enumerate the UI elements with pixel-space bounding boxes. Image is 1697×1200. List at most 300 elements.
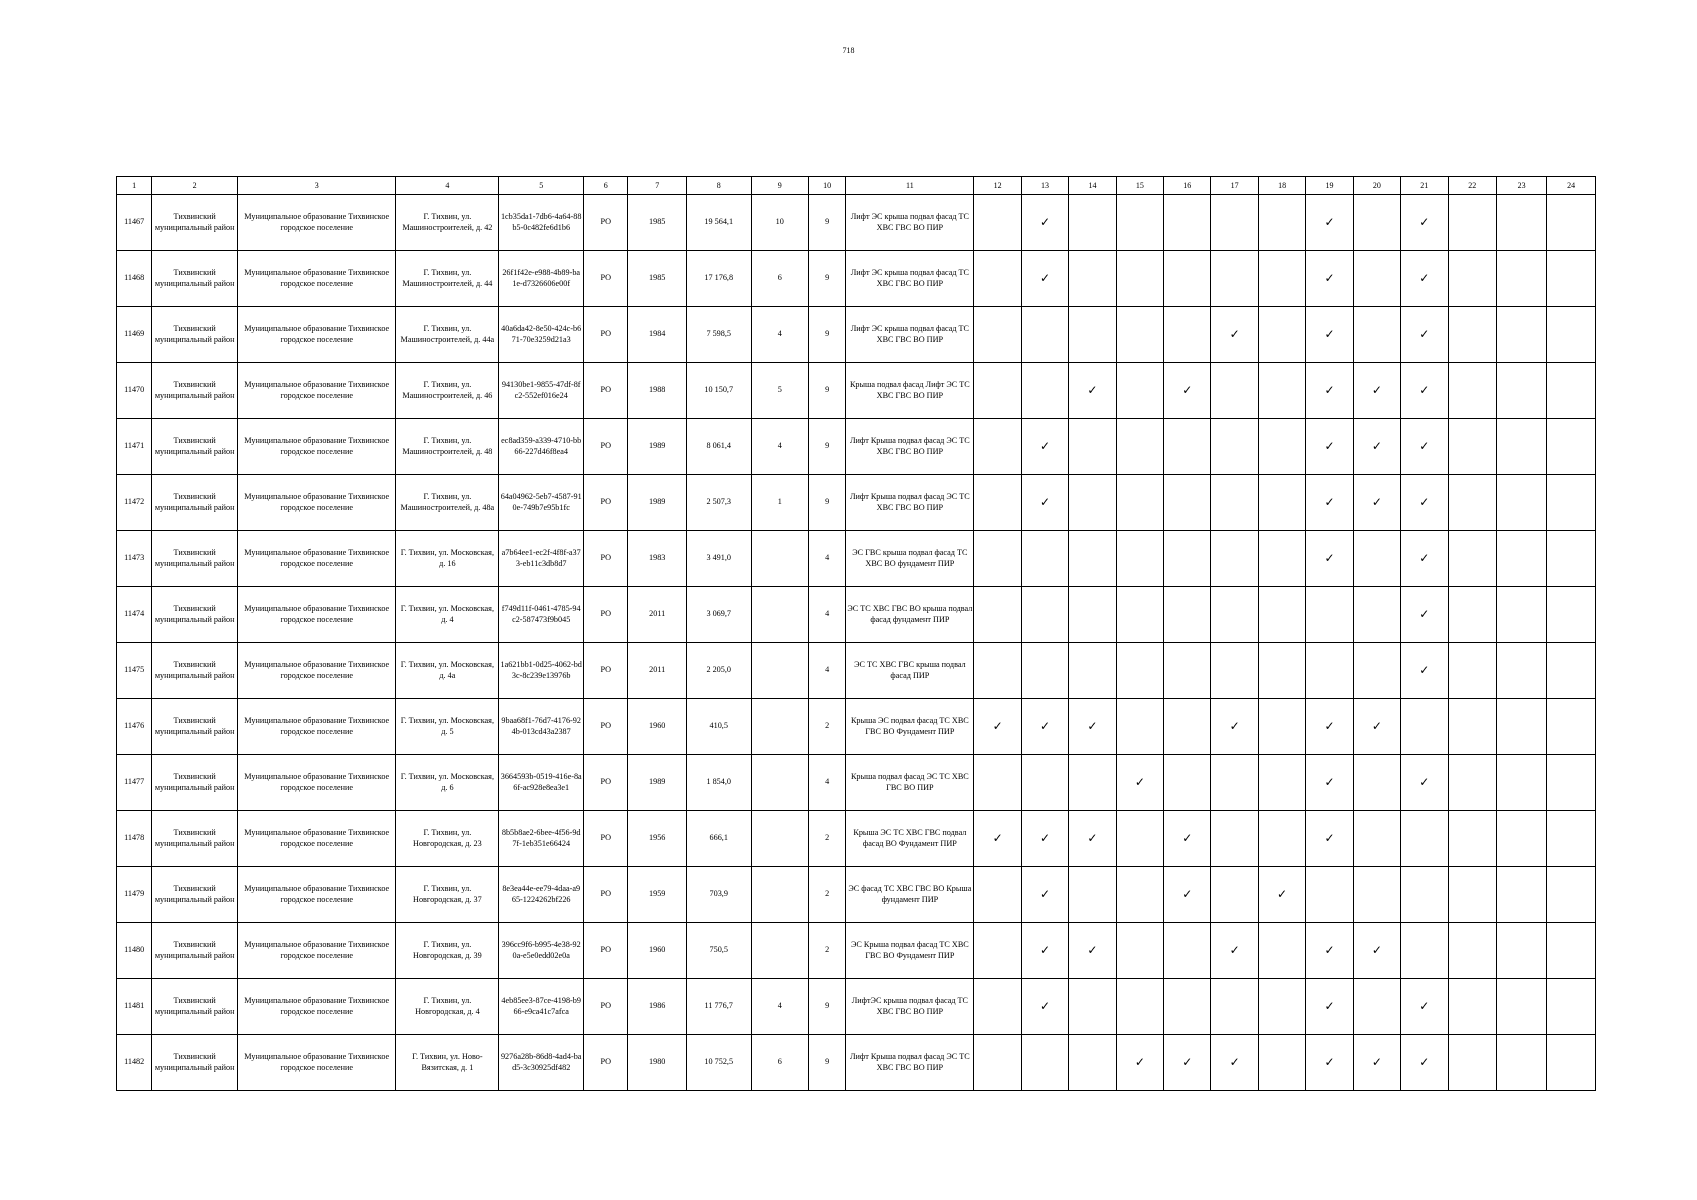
column-13-cell [1021, 475, 1068, 531]
row-id: 11468 [117, 251, 152, 307]
district-cell: Тихвинский муниципальный район [152, 475, 238, 531]
column-18-cell [1258, 475, 1305, 531]
works-list-cell: ЛифтЭС крыша подвал фасад ТС ХВС ГВС ВО ПИР [846, 979, 974, 1035]
column-24-cell [1547, 251, 1596, 307]
column-10-cell: 9 [809, 979, 846, 1035]
table-row [117, 251, 1596, 307]
address-cell: Г. Тихвин, ул. Машиностроителей, д. 44 [396, 251, 499, 307]
column-19-cell [1306, 755, 1353, 811]
checkmark-icon: ✓ [1324, 383, 1335, 397]
column-header-15: 15 [1116, 177, 1163, 195]
column-20-cell [1353, 699, 1400, 755]
column-22-cell [1448, 195, 1496, 251]
checkmark-icon: ✓ [1371, 495, 1382, 509]
column-15-cell [1116, 643, 1163, 699]
municipality-cell: Муниципальное образование Тихвинское городское поселение [238, 923, 396, 979]
municipality-cell: Муниципальное образование Тихвинское городское поселение [238, 755, 396, 811]
district-cell: Тихвинский муниципальный район [152, 867, 238, 923]
year-cell: 1959 [628, 867, 687, 923]
column-12-cell [974, 195, 1021, 251]
column-header-1: 1 [117, 177, 152, 195]
column-22-cell [1448, 811, 1496, 867]
column-13-cell [1021, 531, 1068, 587]
column-22-cell [1448, 475, 1496, 531]
column-19-cell [1306, 419, 1353, 475]
column-10-cell: 2 [809, 867, 846, 923]
column-15-cell [1116, 587, 1163, 643]
checkmark-icon: ✓ [1277, 887, 1288, 901]
column-9-cell: 4 [751, 979, 809, 1035]
column-header-2: 2 [152, 177, 238, 195]
column-21-cell [1401, 755, 1448, 811]
column-23-cell [1496, 979, 1546, 1035]
house-guid-cell: f749d11f-0461-4785-94c2-587473f9b045 [499, 587, 584, 643]
year-cell: 1984 [628, 307, 687, 363]
management-type-cell: РО [584, 811, 628, 867]
row-id: 11476 [117, 699, 152, 755]
area-cell: 2 205,0 [686, 643, 751, 699]
column-13-cell [1021, 811, 1068, 867]
year-cell: 1989 [628, 755, 687, 811]
column-20-cell [1353, 923, 1400, 979]
column-14-cell [1069, 979, 1116, 1035]
row-id: 11481 [117, 979, 152, 1035]
management-type-cell: РО [584, 363, 628, 419]
municipality-cell: Муниципальное образование Тихвинское городское поселение [238, 699, 396, 755]
row-id: 11470 [117, 363, 152, 419]
column-22-cell [1448, 643, 1496, 699]
column-12-cell [974, 307, 1021, 363]
column-19-cell [1306, 363, 1353, 419]
column-23-cell [1496, 531, 1546, 587]
column-12-cell [974, 475, 1021, 531]
works-list-cell: ЭС ГВС крыша подвал фасад ТС ХВС ВО фундамент ПИР [846, 531, 974, 587]
checkmark-icon: ✓ [1324, 831, 1335, 845]
checkmark-icon: ✓ [1371, 439, 1382, 453]
column-17-cell [1211, 531, 1258, 587]
column-header-20: 20 [1353, 177, 1400, 195]
checkmark-icon: ✓ [1419, 383, 1430, 397]
checkmark-icon: ✓ [1419, 551, 1430, 565]
column-13-cell [1021, 923, 1068, 979]
management-type-cell: РО [584, 979, 628, 1035]
column-15-cell [1116, 475, 1163, 531]
column-24-cell [1547, 979, 1596, 1035]
column-10-cell: 9 [809, 419, 846, 475]
column-16-cell [1164, 195, 1211, 251]
column-24-cell [1547, 475, 1596, 531]
checkmark-icon: ✓ [1371, 383, 1382, 397]
column-12-cell [974, 811, 1021, 867]
column-20-cell [1353, 811, 1400, 867]
column-17-cell [1211, 251, 1258, 307]
column-10-cell: 4 [809, 643, 846, 699]
municipality-cell: Муниципальное образование Тихвинское городское поселение [238, 531, 396, 587]
column-18-cell [1258, 307, 1305, 363]
column-16-cell [1164, 587, 1211, 643]
column-9-cell: 4 [751, 419, 809, 475]
house-guid-cell: a7b64ee1-ec2f-4f8f-a373-eb11c3db8d7 [499, 531, 584, 587]
works-list-cell: Крыша подвал фасад Лифт ЭС ТС ХВС ГВС ВО ПИР [846, 363, 974, 419]
municipality-cell: Муниципальное образование Тихвинское городское поселение [238, 867, 396, 923]
column-15-cell [1116, 979, 1163, 1035]
column-14-cell [1069, 251, 1116, 307]
column-19-cell [1306, 979, 1353, 1035]
column-header-23: 23 [1496, 177, 1546, 195]
column-23-cell [1496, 1035, 1546, 1091]
column-17-cell [1211, 587, 1258, 643]
column-23-cell [1496, 419, 1546, 475]
column-9-cell [751, 643, 809, 699]
year-cell: 2011 [628, 643, 687, 699]
column-10-cell: 4 [809, 755, 846, 811]
column-9-cell: 5 [751, 363, 809, 419]
checkmark-icon: ✓ [1229, 1055, 1240, 1069]
column-header-21: 21 [1401, 177, 1448, 195]
column-12-cell [974, 251, 1021, 307]
column-14-cell [1069, 811, 1116, 867]
area-cell: 19 564,1 [686, 195, 751, 251]
area-cell: 3 491,0 [686, 531, 751, 587]
column-24-cell [1547, 363, 1596, 419]
checkmark-icon: ✓ [1371, 943, 1382, 957]
column-20-cell [1353, 643, 1400, 699]
column-14-cell [1069, 307, 1116, 363]
checkmark-icon: ✓ [1229, 943, 1240, 957]
column-12-cell [974, 923, 1021, 979]
column-12-cell [974, 587, 1021, 643]
table-row [117, 475, 1596, 531]
management-type-cell: РО [584, 643, 628, 699]
area-cell: 11 776,7 [686, 979, 751, 1035]
checkmark-icon: ✓ [1371, 1055, 1382, 1069]
column-19-cell [1306, 475, 1353, 531]
column-22-cell [1448, 979, 1496, 1035]
area-cell: 17 176,8 [686, 251, 751, 307]
column-17-cell [1211, 363, 1258, 419]
management-type-cell: РО [584, 475, 628, 531]
management-type-cell: РО [584, 531, 628, 587]
house-guid-cell: 8e3ea44e-ee79-4daa-a965-1224262bf226 [499, 867, 584, 923]
checkmark-icon: ✓ [1324, 551, 1335, 565]
column-header-18: 18 [1258, 177, 1305, 195]
area-cell: 1 854,0 [686, 755, 751, 811]
house-guid-cell: 396cc9f6-b995-4e38-920a-e5e0edd02e0a [499, 923, 584, 979]
column-20-cell [1353, 587, 1400, 643]
column-23-cell [1496, 475, 1546, 531]
checkmark-icon: ✓ [1419, 439, 1430, 453]
column-header-10: 10 [809, 177, 846, 195]
column-23-cell [1496, 587, 1546, 643]
column-13-cell [1021, 307, 1068, 363]
year-cell: 1985 [628, 251, 687, 307]
column-16-cell [1164, 307, 1211, 363]
checkmark-icon: ✓ [1324, 439, 1335, 453]
column-21-cell [1401, 475, 1448, 531]
column-16-cell [1164, 699, 1211, 755]
column-18-cell [1258, 363, 1305, 419]
table-row [117, 363, 1596, 419]
municipality-cell: Муниципальное образование Тихвинское городское поселение [238, 307, 396, 363]
column-21-cell [1401, 363, 1448, 419]
house-guid-cell: 1a621bb1-0d25-4062-bd3c-8c239e13976b [499, 643, 584, 699]
checkmark-icon: ✓ [1182, 383, 1193, 397]
district-cell: Тихвинский муниципальный район [152, 811, 238, 867]
column-14-cell [1069, 531, 1116, 587]
works-list-cell: Лифт ЭС крыша подвал фасад ТС ХВС ГВС ВО ПИР [846, 195, 974, 251]
column-18-cell [1258, 811, 1305, 867]
column-14-cell [1069, 587, 1116, 643]
column-17-cell [1211, 755, 1258, 811]
column-20-cell [1353, 363, 1400, 419]
column-header-5: 5 [499, 177, 584, 195]
year-cell: 1956 [628, 811, 687, 867]
district-cell: Тихвинский муниципальный район [152, 699, 238, 755]
column-12-cell [974, 699, 1021, 755]
column-18-cell [1258, 755, 1305, 811]
column-10-cell: 2 [809, 699, 846, 755]
district-cell: Тихвинский муниципальный район [152, 643, 238, 699]
column-15-cell [1116, 867, 1163, 923]
column-17-cell [1211, 1035, 1258, 1091]
address-cell: Г. Тихвин, ул. Московская, д. 16 [396, 531, 499, 587]
column-header-19: 19 [1306, 177, 1353, 195]
column-17-cell [1211, 811, 1258, 867]
column-19-cell [1306, 307, 1353, 363]
checkmark-icon: ✓ [1087, 943, 1098, 957]
checkmark-icon: ✓ [1371, 719, 1382, 733]
column-21-cell [1401, 307, 1448, 363]
area-cell: 750,5 [686, 923, 751, 979]
column-14-cell [1069, 867, 1116, 923]
column-18-cell [1258, 419, 1305, 475]
works-list-cell: Крыша ЭС ТС ХВС ГВС подвал фасад ВО Фундамент ПИР [846, 811, 974, 867]
management-type-cell: РО [584, 251, 628, 307]
column-13-cell [1021, 755, 1068, 811]
column-19-cell [1306, 699, 1353, 755]
checkmark-icon: ✓ [1419, 215, 1430, 229]
house-guid-cell: 94130be1-9855-47df-8fc2-552ef016e24 [499, 363, 584, 419]
column-21-cell [1401, 867, 1448, 923]
year-cell: 1986 [628, 979, 687, 1035]
column-20-cell [1353, 307, 1400, 363]
management-type-cell: РО [584, 307, 628, 363]
column-16-cell [1164, 643, 1211, 699]
column-16-cell [1164, 251, 1211, 307]
column-21-cell [1401, 979, 1448, 1035]
checkmark-icon: ✓ [1324, 943, 1335, 957]
column-13-cell [1021, 195, 1068, 251]
table-row [117, 699, 1596, 755]
checkmark-icon: ✓ [1419, 999, 1430, 1013]
address-cell: Г. Тихвин, ул. Машиностроителей, д. 44а [396, 307, 499, 363]
checkmark-icon: ✓ [1182, 1055, 1193, 1069]
house-guid-cell: 3664593b-0519-416e-8a6f-ac928e8ea3e1 [499, 755, 584, 811]
works-list-cell: Лифт ЭС крыша подвал фасад ТС ХВС ГВС ВО ПИР [846, 251, 974, 307]
column-18-cell [1258, 979, 1305, 1035]
checkmark-icon: ✓ [1134, 775, 1145, 789]
column-22-cell [1448, 307, 1496, 363]
address-cell: Г. Тихвин, ул. Новгородская, д. 23 [396, 811, 499, 867]
address-cell: Г. Тихвин, ул. Машиностроителей, д. 48 [396, 419, 499, 475]
column-9-cell [751, 867, 809, 923]
row-id: 11471 [117, 419, 152, 475]
column-18-cell [1258, 867, 1305, 923]
column-10-cell: 4 [809, 531, 846, 587]
column-16-cell [1164, 867, 1211, 923]
district-cell: Тихвинский муниципальный район [152, 307, 238, 363]
column-21-cell [1401, 587, 1448, 643]
column-23-cell [1496, 307, 1546, 363]
column-16-cell [1164, 363, 1211, 419]
works-list-cell: ЭС Крыша подвал фасад ТС ХВС ГВС ВО Фундамент ПИР [846, 923, 974, 979]
municipality-cell: Муниципальное образование Тихвинское городское поселение [238, 195, 396, 251]
management-type-cell: РО [584, 755, 628, 811]
column-12-cell [974, 419, 1021, 475]
works-list-cell: Крыша подвал фасад ЭС ТС ХВС ГВС ВО ПИР [846, 755, 974, 811]
column-20-cell [1353, 531, 1400, 587]
column-13-cell [1021, 251, 1068, 307]
checkmark-icon: ✓ [1419, 775, 1430, 789]
address-cell: Г. Тихвин, ул. Машиностроителей, д. 48а [396, 475, 499, 531]
column-20-cell [1353, 979, 1400, 1035]
column-19-cell [1306, 643, 1353, 699]
column-16-cell [1164, 811, 1211, 867]
column-14-cell [1069, 1035, 1116, 1091]
column-19-cell [1306, 923, 1353, 979]
column-18-cell [1258, 643, 1305, 699]
table-row [117, 755, 1596, 811]
address-cell: Г. Тихвин, ул. Новгородская, д. 4 [396, 979, 499, 1035]
column-16-cell [1164, 475, 1211, 531]
address-cell: Г. Тихвин, ул. Машиностроителей, д. 46 [396, 363, 499, 419]
column-20-cell [1353, 475, 1400, 531]
checkmark-icon: ✓ [1087, 719, 1098, 733]
column-24-cell [1547, 923, 1596, 979]
column-13-cell [1021, 979, 1068, 1035]
table-row [117, 643, 1596, 699]
column-16-cell [1164, 755, 1211, 811]
area-cell: 10 752,5 [686, 1035, 751, 1091]
address-cell: Г. Тихвин, ул. Машиностроителей, д. 42 [396, 195, 499, 251]
column-10-cell: 9 [809, 475, 846, 531]
column-22-cell [1448, 587, 1496, 643]
column-9-cell: 1 [751, 475, 809, 531]
column-24-cell [1547, 643, 1596, 699]
column-18-cell [1258, 195, 1305, 251]
column-9-cell [751, 923, 809, 979]
year-cell: 1988 [628, 363, 687, 419]
management-type-cell: РО [584, 419, 628, 475]
column-23-cell [1496, 923, 1546, 979]
column-24-cell [1547, 587, 1596, 643]
table-row [117, 531, 1596, 587]
checkmark-icon: ✓ [992, 831, 1003, 845]
table-row [117, 811, 1596, 867]
column-15-cell [1116, 923, 1163, 979]
table-header-row [117, 177, 1596, 195]
column-10-cell: 2 [809, 923, 846, 979]
column-19-cell [1306, 1035, 1353, 1091]
column-14-cell [1069, 643, 1116, 699]
house-guid-cell: 8b5b8ae2-6bee-4f56-9d7f-1eb351e66424 [499, 811, 584, 867]
address-cell: Г. Тихвин, ул. Новгородская, д. 39 [396, 923, 499, 979]
column-header-8: 8 [686, 177, 751, 195]
management-type-cell: РО [584, 923, 628, 979]
area-cell: 10 150,7 [686, 363, 751, 419]
district-cell: Тихвинский муниципальный район [152, 979, 238, 1035]
column-19-cell [1306, 195, 1353, 251]
row-id: 11478 [117, 811, 152, 867]
column-21-cell [1401, 699, 1448, 755]
checkmark-icon: ✓ [1324, 999, 1335, 1013]
column-15-cell [1116, 251, 1163, 307]
area-cell: 3 069,7 [686, 587, 751, 643]
municipality-cell: Муниципальное образование Тихвинское городское поселение [238, 587, 396, 643]
address-cell: Г. Тихвин, ул. Ново-Вязитская, д. 1 [396, 1035, 499, 1091]
year-cell: 1983 [628, 531, 687, 587]
column-header-6: 6 [584, 177, 628, 195]
column-21-cell [1401, 643, 1448, 699]
row-id: 11480 [117, 923, 152, 979]
column-23-cell [1496, 363, 1546, 419]
column-19-cell [1306, 587, 1353, 643]
row-id: 11482 [117, 1035, 152, 1091]
area-cell: 7 598,5 [686, 307, 751, 363]
works-list-cell: Крыша ЭС подвал фасад ТС ХВС ГВС ВО Фундамент ПИР [846, 699, 974, 755]
works-list-cell: Лифт Крыша подвал фасад ЭС ТС ХВС ГВС ВО ПИР [846, 475, 974, 531]
column-24-cell [1547, 419, 1596, 475]
column-17-cell [1211, 923, 1258, 979]
column-19-cell [1306, 811, 1353, 867]
checkmark-icon: ✓ [1087, 831, 1098, 845]
column-10-cell: 9 [809, 1035, 846, 1091]
year-cell: 1980 [628, 1035, 687, 1091]
column-18-cell [1258, 923, 1305, 979]
table-row [117, 923, 1596, 979]
column-17-cell [1211, 699, 1258, 755]
column-15-cell [1116, 811, 1163, 867]
column-10-cell: 2 [809, 811, 846, 867]
area-cell: 410,5 [686, 699, 751, 755]
table-row [117, 419, 1596, 475]
checkmark-icon: ✓ [1419, 271, 1430, 285]
column-16-cell [1164, 1035, 1211, 1091]
column-20-cell [1353, 251, 1400, 307]
address-cell: Г. Тихвин, ул. Московская, д. 4а [396, 643, 499, 699]
row-id: 11472 [117, 475, 152, 531]
column-15-cell [1116, 419, 1163, 475]
column-12-cell [974, 755, 1021, 811]
municipality-cell: Муниципальное образование Тихвинское городское поселение [238, 475, 396, 531]
district-cell: Тихвинский муниципальный район [152, 755, 238, 811]
area-cell: 703,9 [686, 867, 751, 923]
house-guid-cell: 1cb35da1-7db6-4a64-88b5-0c482fe6d1b6 [499, 195, 584, 251]
table-row [117, 867, 1596, 923]
municipality-cell: Муниципальное образование Тихвинское городское поселение [238, 1035, 396, 1091]
table-row [117, 195, 1596, 251]
column-24-cell [1547, 755, 1596, 811]
column-13-cell [1021, 587, 1068, 643]
column-18-cell [1258, 699, 1305, 755]
column-9-cell [751, 755, 809, 811]
column-15-cell [1116, 531, 1163, 587]
column-14-cell [1069, 363, 1116, 419]
checkmark-icon: ✓ [1040, 439, 1051, 453]
column-10-cell: 9 [809, 363, 846, 419]
column-23-cell [1496, 699, 1546, 755]
column-10-cell: 9 [809, 195, 846, 251]
